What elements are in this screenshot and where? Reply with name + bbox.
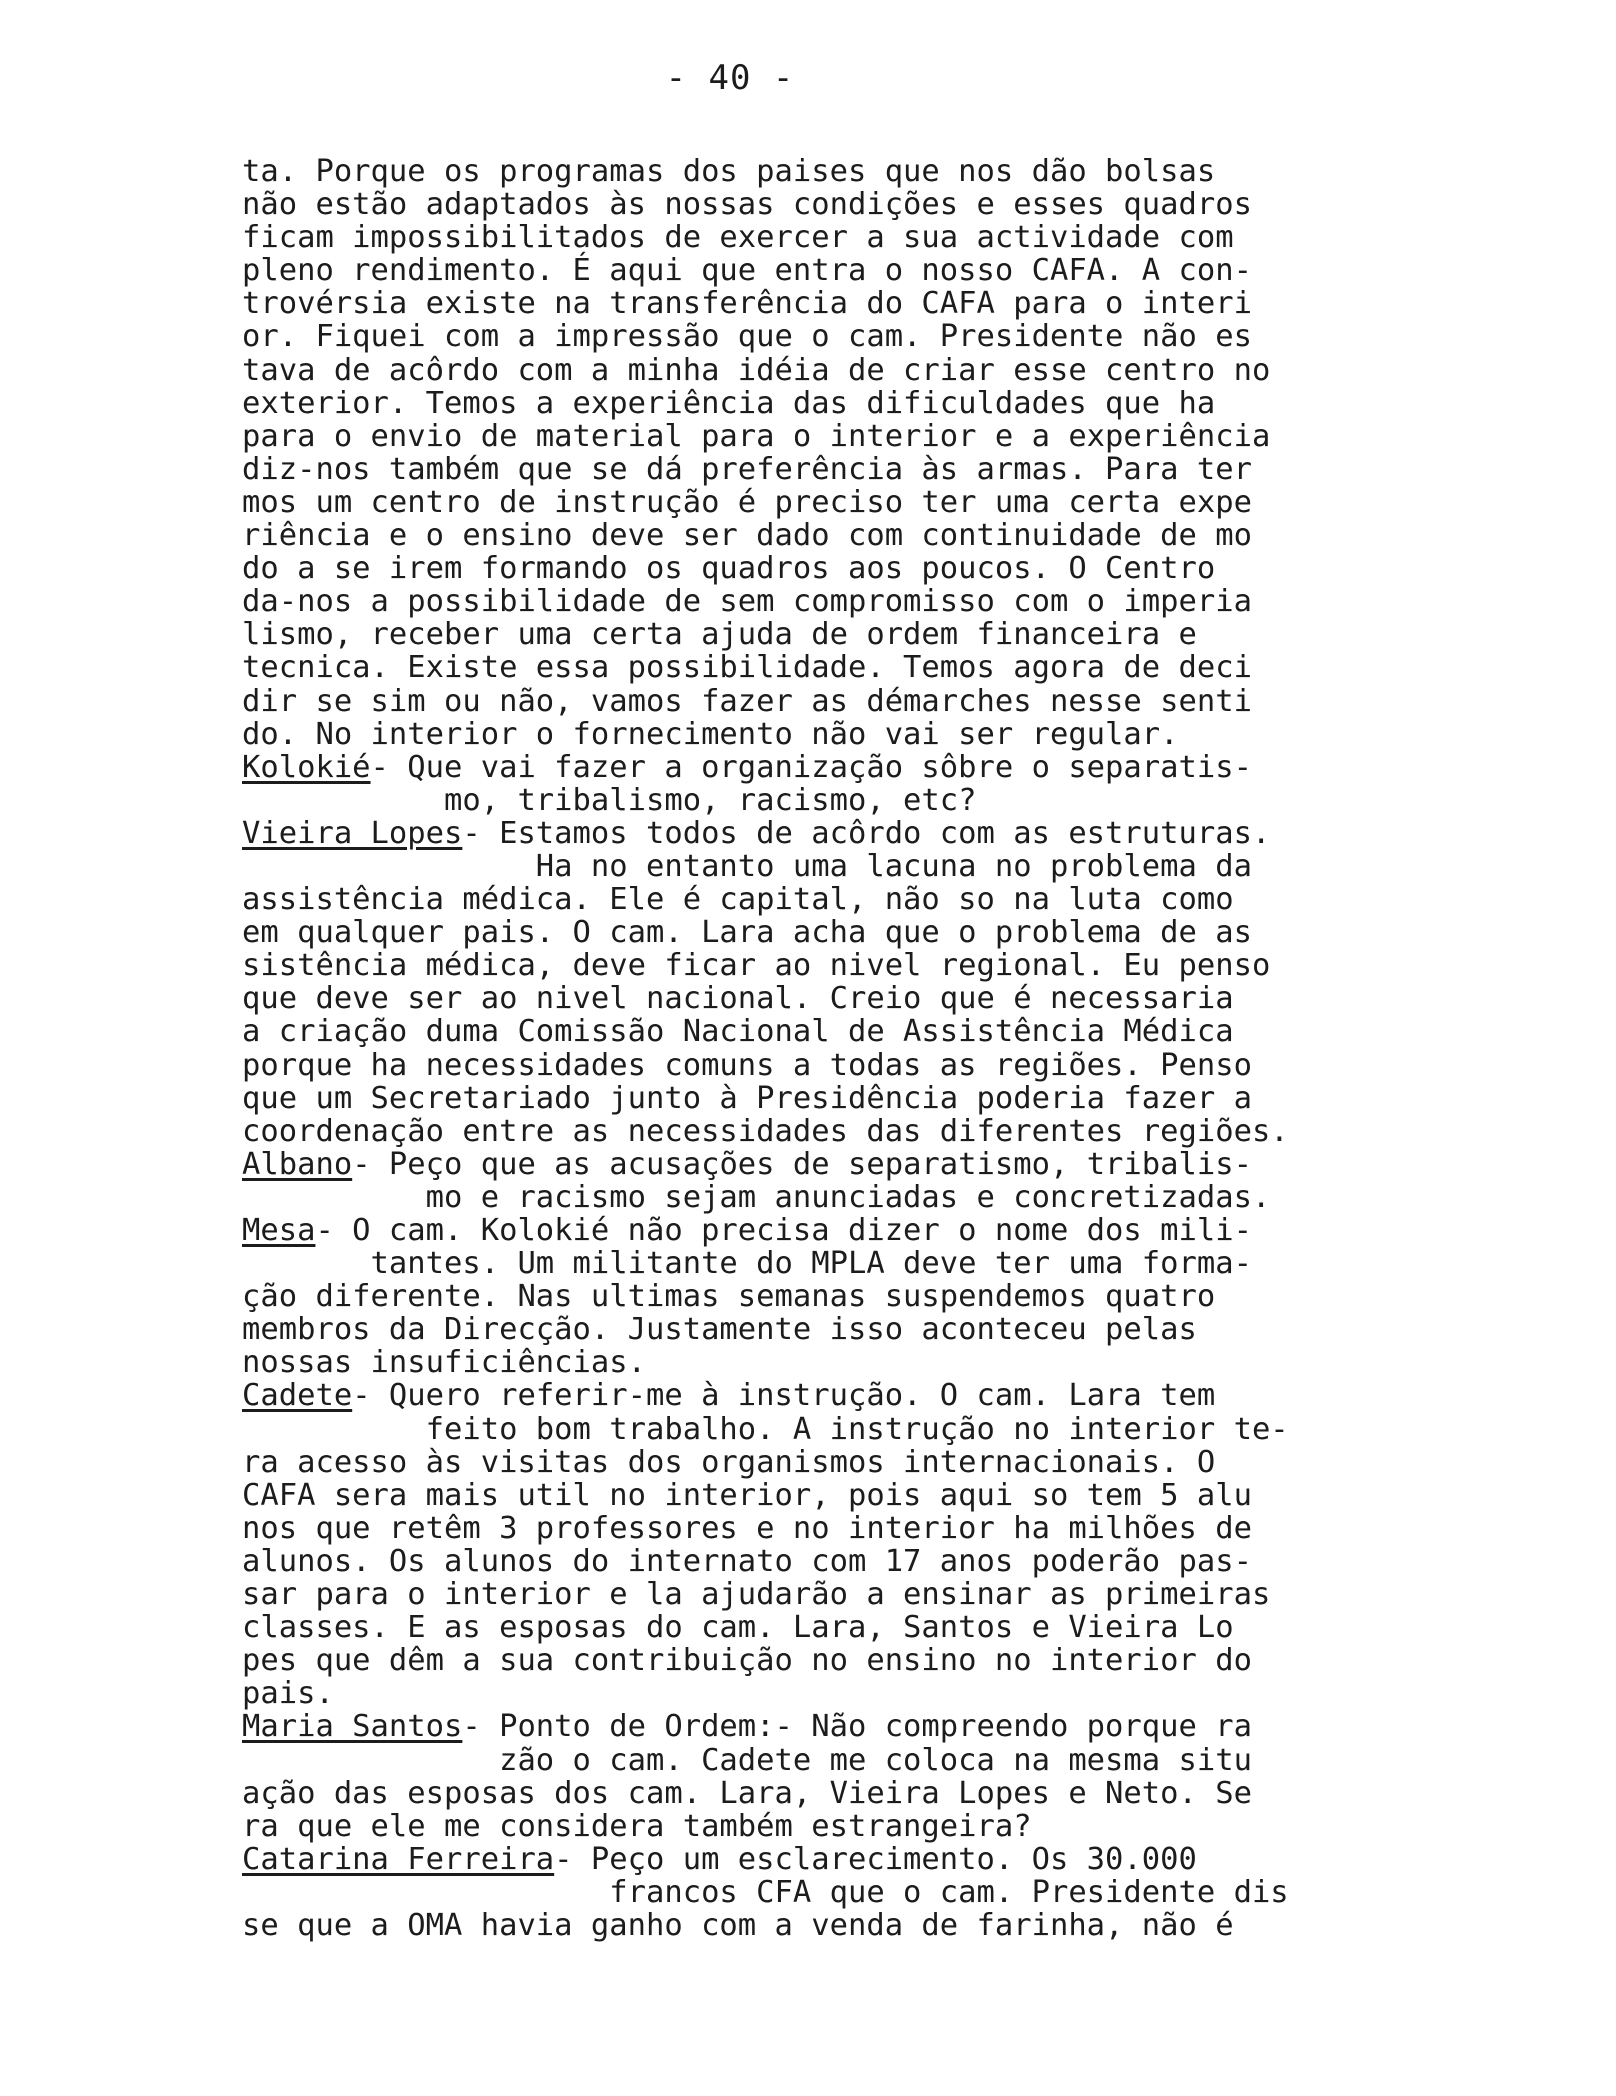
text-line	[242, 751, 1352, 784]
text-line	[242, 718, 1352, 751]
text-line	[242, 585, 1352, 618]
line-text: mos um centro de instrução é preciso ter uma certa expe	[242, 484, 1252, 520]
text-line	[242, 1247, 1352, 1280]
text-line	[242, 1545, 1352, 1578]
line-text: coordenação entre as necessidades das diferentes regiões.	[242, 1113, 1289, 1149]
text-line	[242, 1280, 1352, 1313]
line-text: se que a OMA havia ganho com a venda de farinha, não é	[242, 1907, 1234, 1943]
line-text: ção diferente. Nas ultimas semanas suspendemos quatro	[242, 1279, 1216, 1315]
text-line	[242, 287, 1352, 320]
text-line	[242, 982, 1352, 1015]
text-line	[242, 1611, 1352, 1644]
line-text: ra que ele me considera também estrangeira?	[242, 1808, 1032, 1844]
line-text: alunos. Os alunos do internato com 17 anos poderão pas-	[242, 1543, 1252, 1579]
text-line	[242, 1479, 1352, 1512]
line-text: tantes. Um militante do MPLA deve ter uma forma-	[242, 1246, 1252, 1282]
line-text: mo, tribalismo, racismo, etc?	[242, 782, 977, 818]
text-line	[242, 155, 1352, 188]
text-line	[242, 1115, 1352, 1148]
text-line	[242, 387, 1352, 420]
text-line	[242, 1777, 1352, 1810]
page-number: - 40 -	[665, 58, 795, 98]
line-text: tava de acôrdo com a minha idéia de criar esse centro no	[242, 352, 1271, 388]
line-text: a criação duma Comissão Nacional de Assistência Médica	[242, 1014, 1234, 1050]
text-line	[242, 1644, 1352, 1677]
speaker-name: Vieira Lopes	[242, 815, 463, 851]
line-text: nossas insuficiências.	[242, 1345, 646, 1381]
text-line	[242, 916, 1352, 949]
line-text: - Peço que as acusações de separatismo, tribalis-	[352, 1146, 1252, 1182]
text-line	[242, 1512, 1352, 1545]
line-text: Ha no entanto uma lacuna no problema da	[242, 848, 1252, 884]
line-text: zão o cam. Cadete me coloca na mesma situ	[242, 1742, 1252, 1778]
speaker-name: Catarina Ferreira	[242, 1841, 555, 1877]
line-text: - Quero referir-me à instrução. O cam. Lara tem	[352, 1378, 1216, 1414]
text-line	[242, 1181, 1352, 1214]
line-text: que deve ser ao nivel nacional. Creio que é necessaria	[242, 981, 1234, 1017]
text-line	[242, 850, 1352, 883]
text-line	[242, 453, 1352, 486]
line-text: ficam impossibilitados de exercer a sua actividade com	[242, 220, 1234, 256]
line-text: - Estamos todos de acôrdo com as estruturas.	[462, 815, 1271, 851]
line-text: sistência médica, deve ficar ao nivel regional. Eu penso	[242, 948, 1271, 984]
line-text: nos que retêm 3 professores e no interior ha milhões de	[242, 1510, 1252, 1546]
text-line	[242, 1015, 1352, 1048]
speaker-name: Mesa	[242, 1213, 316, 1248]
speaker-name: Kolokié	[242, 749, 371, 785]
text-line	[242, 685, 1352, 718]
text-line	[242, 1810, 1352, 1843]
line-text: trovérsia existe na transferência do CAFA para o interi	[242, 286, 1252, 322]
text-line	[242, 1413, 1352, 1446]
text-line	[242, 1677, 1352, 1710]
line-text: do a se irem formando os quadros aos poucos. O Centro	[242, 551, 1216, 587]
line-text: ta. Porque os programas dos paises que nos dão bolsas	[242, 154, 1216, 189]
line-text: dir se sim ou não, vamos fazer as démarches nesse senti	[242, 683, 1252, 719]
line-text: - O cam. Kolokié não precisa dizer o nome dos mili-	[315, 1213, 1252, 1248]
line-text: exterior. Temos a experiência das dificuldades que ha	[242, 385, 1216, 421]
line-text: ação das esposas dos cam. Lara, Vieira Lopes e Neto. Se	[242, 1775, 1252, 1811]
text-line	[242, 1710, 1352, 1743]
line-text: do. No interior o fornecimento não vai ser regular.	[242, 716, 1179, 752]
speaker-name: Albano	[242, 1146, 353, 1182]
line-text: pais.	[242, 1676, 334, 1712]
line-text: em qualquer pais. O cam. Lara acha que o problema de as	[242, 915, 1252, 951]
text-line	[242, 1578, 1352, 1611]
text-line	[242, 1446, 1352, 1479]
text-line	[242, 1379, 1352, 1412]
line-text: - Que vai fazer a organização sôbre o separatis-	[370, 749, 1252, 785]
text-line	[242, 221, 1352, 254]
text-line	[242, 519, 1352, 552]
line-text: ra acesso às visitas dos organismos internacionais. O	[242, 1444, 1216, 1480]
text-line	[242, 1082, 1352, 1115]
text-line	[242, 1744, 1352, 1777]
text-line	[242, 320, 1352, 353]
text-line	[242, 883, 1352, 916]
line-text: membros da Direcção. Justamente isso aconteceu pelas	[242, 1312, 1197, 1348]
text-line	[242, 784, 1352, 817]
text-line	[242, 1909, 1352, 1942]
text-line	[242, 420, 1352, 453]
text-line	[242, 254, 1352, 287]
line-text: riência e o ensino deve ser dado com continuidade de mo	[242, 518, 1252, 554]
text-line	[242, 1214, 1352, 1247]
text-line	[242, 1346, 1352, 1379]
text-line	[242, 486, 1352, 519]
line-text: francos CFA que o cam. Presidente dis	[242, 1874, 1289, 1910]
minutes-text	[242, 155, 1352, 1942]
line-text: para o envio de material para o interior e a experiência	[242, 418, 1271, 454]
line-text: sar para o interior e la ajudarão a ensinar as primeiras	[242, 1577, 1271, 1613]
text-line	[242, 949, 1352, 982]
text-line	[242, 618, 1352, 651]
text-line	[242, 1876, 1352, 1909]
text-line	[242, 354, 1352, 387]
text-line	[242, 651, 1352, 684]
text-line	[242, 1843, 1352, 1876]
line-text: mo e racismo sejam anunciadas e concretizadas.	[242, 1179, 1271, 1215]
text-line	[242, 817, 1352, 850]
line-text: diz-nos também que se dá preferência às armas. Para ter	[242, 451, 1252, 487]
line-text: lismo, receber uma certa ajuda de ordem financeira e	[242, 617, 1197, 653]
line-text: feito bom trabalho. A instrução no interior te-	[242, 1411, 1289, 1447]
line-text: não estão adaptados às nossas condições e esses quadros	[242, 187, 1252, 223]
line-text: - Peço um esclarecimento. Os 30.000	[554, 1841, 1197, 1877]
line-text: tecnica. Existe essa possibilidade. Temos agora de deci	[242, 650, 1252, 686]
speaker-name: Maria Santos	[242, 1709, 463, 1745]
text-line	[242, 1313, 1352, 1346]
line-text: porque ha necessidades comuns a todas as regiões. Penso	[242, 1047, 1252, 1083]
line-text: classes. E as esposas do cam. Lara, Santos e Vieira Lo	[242, 1610, 1234, 1646]
text-line	[242, 188, 1352, 221]
line-text: pes que dêm a sua contribuição no ensino no interior do	[242, 1643, 1252, 1679]
line-text: assistência médica. Ele é capital, não so na luta como	[242, 882, 1234, 918]
line-text: CAFA sera mais util no interior, pois aqui so tem 5 alu	[242, 1477, 1252, 1513]
line-text: que um Secretariado junto à Presidência poderia fazer a	[242, 1080, 1252, 1116]
text-line	[242, 1049, 1352, 1082]
line-text: pleno rendimento. É aqui que entra o nosso CAFA. A con-	[242, 253, 1252, 289]
text-line	[242, 1148, 1352, 1181]
text-line	[242, 552, 1352, 585]
line-text: - Ponto de Ordem:- Não compreendo porque ra	[462, 1709, 1252, 1745]
line-text: da-nos a possibilidade de sem compromisso com o imperia	[242, 584, 1252, 620]
speaker-name: Cadete	[242, 1378, 353, 1414]
line-text: or. Fiquei com a impressão que o cam. Presidente não es	[242, 319, 1252, 355]
